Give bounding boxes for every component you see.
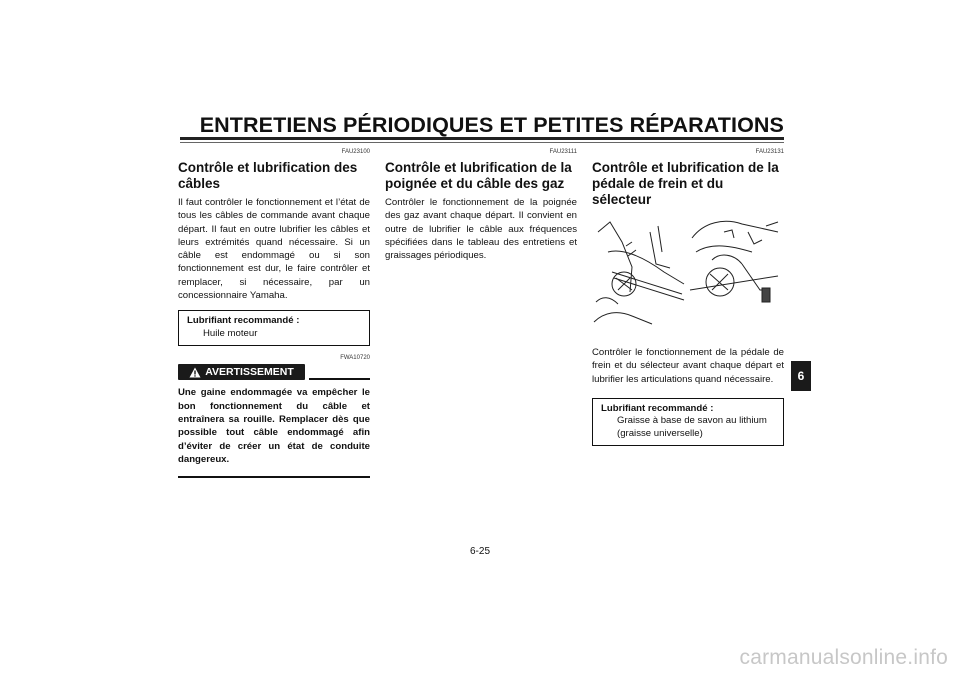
pedal-line-drawing bbox=[592, 212, 784, 336]
section-heading: Contrôle et lubrification de la pédale de frein et du sélecteur bbox=[592, 160, 779, 207]
section-code: FAU23131 bbox=[755, 149, 784, 155]
warning-text: Une gaine endommagée va empêcher le bon fonctionnement du câble et entraînera sa rouille. Remplacer dès que possible tout câble endommagé afin d’éviter de créer un état de conduite dangereux. bbox=[178, 387, 370, 465]
section-body: Contrôler le fonctionnement de la pédale de frein et du sélecteur avant chaque départ et lubrifier les articulations quand nécessaire. bbox=[592, 347, 784, 385]
lubricant-label: Lubrifiant recommandé : bbox=[187, 315, 300, 327]
lubricant-value-note: (graisse universelle) bbox=[617, 427, 703, 439]
header-rule bbox=[180, 137, 784, 140]
warning-rule bbox=[309, 378, 370, 380]
warning-bottom-rule bbox=[178, 476, 370, 478]
section-heading: Contrôle et lubrification des câbles bbox=[178, 160, 358, 191]
lubricant-box bbox=[592, 398, 784, 447]
column-pedal bbox=[592, 148, 784, 446]
watermark: carmanualsonline.info bbox=[739, 646, 948, 669]
warning-header bbox=[178, 364, 370, 382]
section-heading: Contrôle et lubrification de la poignée et du câble des gaz bbox=[385, 160, 572, 191]
column-cables bbox=[178, 148, 370, 478]
column-throttle bbox=[385, 148, 577, 262]
lubricant-value: Graisse à base de savon au lithium bbox=[617, 415, 767, 427]
warning-badge bbox=[178, 364, 305, 380]
section-code: FAU23111 bbox=[549, 149, 577, 155]
warning-triangle-icon bbox=[189, 367, 201, 378]
lubricant-label: Lubrifiant recommandé : bbox=[601, 402, 714, 414]
warning-label: AVERTISSEMENT bbox=[205, 366, 294, 379]
header-rule-thin bbox=[180, 142, 784, 143]
section-body: Il faut contrôler le fonctionnement et l’état de tous les câbles de commande avant chaque départ. Il faut en outre lubrifier les câbles et leurs extrémités quand nécessaire. Si un câble est endommagé ou si son fonctionnement est dur, le faire contrôler et remplacer, si nécessaire, par un concessionnaire Yamaha. bbox=[178, 197, 370, 302]
lubricant-box bbox=[178, 310, 370, 346]
lubricant-value: Huile moteur bbox=[203, 327, 258, 339]
warning-code: FWA10720 bbox=[340, 355, 370, 362]
page-number: 6-25 bbox=[469, 546, 490, 557]
chapter-tab: 6 bbox=[791, 361, 811, 391]
page-header-title: ENTRETIENS PÉRIODIQUES ET PETITES RÉPARATIONS bbox=[199, 113, 784, 137]
section-body: Contrôler le fonctionnement de la poignée des gaz avant chaque départ. Il convient en outre de lubrifier le câble aux fréquences spécifiées dans le tableau des entretiens et graissages périodiques. bbox=[385, 197, 577, 262]
pedal-illustration bbox=[592, 212, 784, 336]
section-code: FAU23100 bbox=[341, 149, 370, 155]
